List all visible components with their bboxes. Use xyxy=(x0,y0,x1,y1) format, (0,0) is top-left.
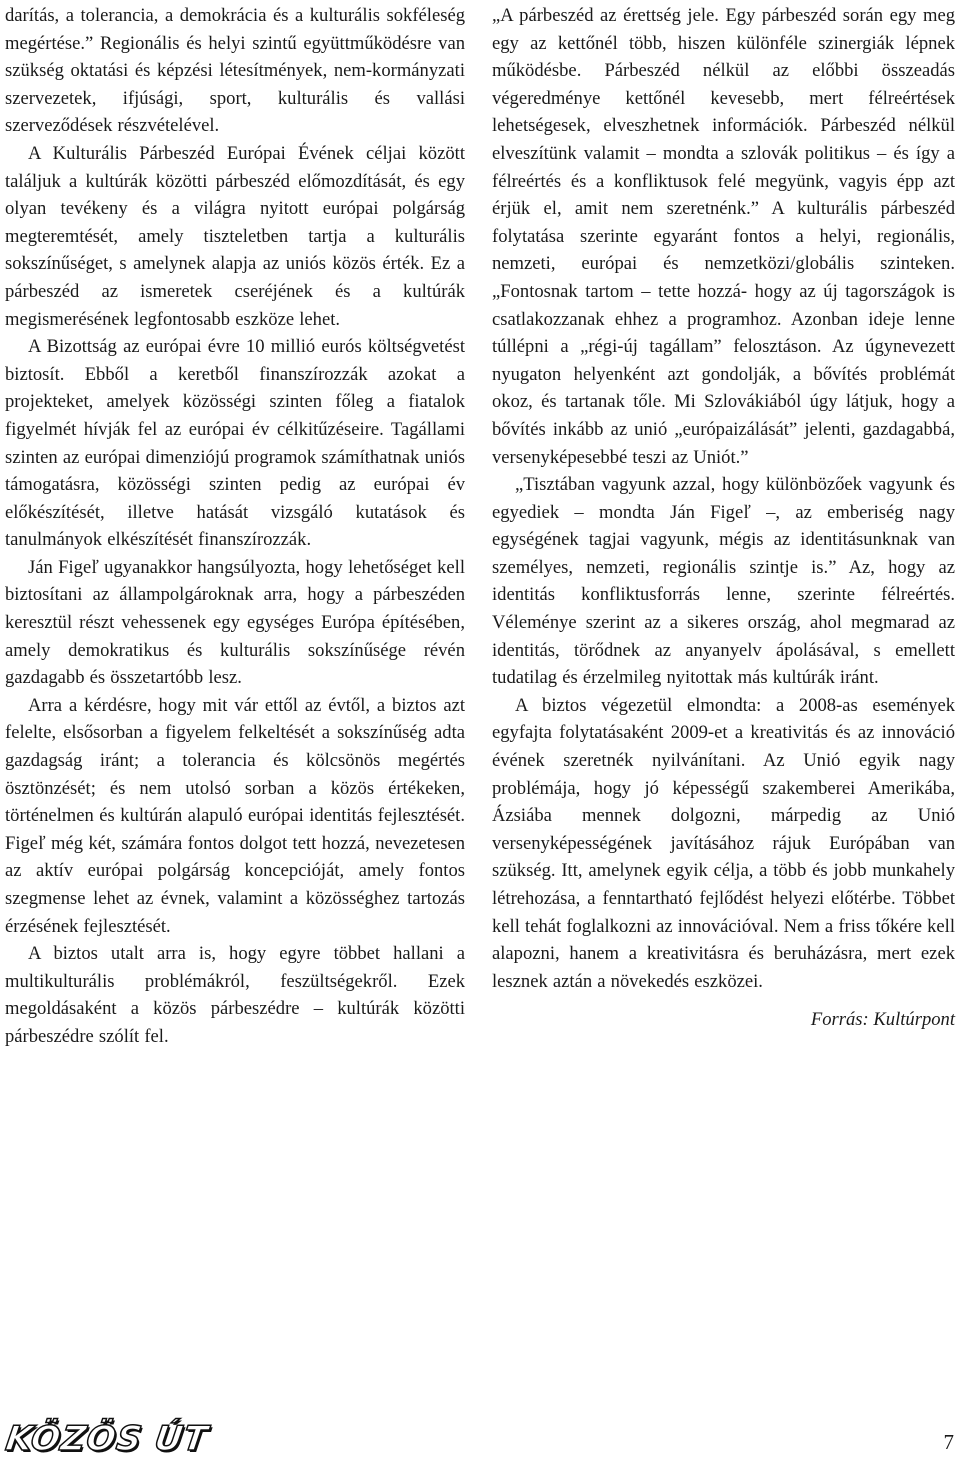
source-credit: Forrás: Kultúrpont xyxy=(810,1009,955,1031)
left-column xyxy=(5,2,465,1051)
paragraph: A Bizottság az európai évre 10 millió eurós költségvetést biztosít. Ebből a keretből finanszírozzák azokat a projekteket, amelyek közösségi szinten főleg a fiatalok figyelmét hívják fel az európai év célkitűzéseire. Tagállami szinten az európai dimenziójú programok számíthatnak uniós támogatásra, közösségi szinten pedig az európai év előkészítését, illetve hatását vizsgáló kutatások és tanulmányok elkészítését finanszírozzák. xyxy=(5,336,465,551)
paragraph: darítás, a tolerancia, a demokrácia és a kulturális sokféleség megértése.” Regionális és helyi szintű együttműködésre van szükség oktatási és képzési létesítmények, nem-kormányzati szervezetek, ifjúsági, sport, kulturális és vallási szerveződések részvételével. xyxy=(5,5,465,137)
paragraph: Ján Figeľ ugyanakkor hangsúlyozta, hogy lehetőséget kell biztosítani az állampolgároknak arra, hogy a párbeszéden keresztül részt vehessenek egy egységes Európa építésében, amely demokratikus és kulturális sokszínűsége révén gazdagabb és összetartóbb lesz. xyxy=(5,556,465,689)
paragraph: A Kulturális Párbeszéd Európai Évének céljai között találjuk a kultúrák közötti párbeszéd előmozdítását, és egy olyan tevékeny és a világra nyitott európai polgárság megteremtését, amely tiszteletben tartja a kulturális sokszínűséget, s amelynek alapja az uniós közös érték. Ez a párbeszéd az ismeretek cseréjének és a kultúrák megismerésének legfontosabb eszköze lehet. xyxy=(5,142,465,330)
right-column xyxy=(492,2,955,1034)
page-footer xyxy=(0,1411,960,1461)
paragraph: A biztos végezetül elmondta: a 2008-as események egyfajta folytatásaként 2009-et a kreativitás és az innováció évének szeretnék nyilvánítani. Az Unió egyik nagy problémája, hogy jó képességű szakemberei Amerikába, Ázsiába mennek dolgozni, márpedig az Unió versenyképességének javításához rájuk Európában van szükség. Itt, amelynek egyik célja, a több és jobb munkahely létrehozása, a fenntartható fejlődést helyezi előtérbe. Többet kell tehát foglalkozni az innovációval. Nem a friss tőkére kell alapozni, hanem a kreativitásra és beruházásra, mert ezek lesznek aztán a növekedés eszközei. xyxy=(492,694,955,992)
paragraph: Arra a kérdésre, hogy mit vár ettől az évtől, a biztos azt felelte, elsősorban a figyelem felkeltését a sokszínűség adta gazdagság iránt; a tolerancia és kölcsönös megértés ösztönzését; és nem utolsó sorban a közös értékeken, történelmen és kultúrán alapuló európai identitás fejlesztését. Figeľ még két, számára fontos dolgot tett hozzá, nevezetesen az aktív európai polgárság koncepcióját, amely fontos szegmense lehet az évnek, valamint a közösséghez tartozás érzésének fejlesztését. xyxy=(5,694,465,937)
publication-logo: KÖZÖS ÚT xyxy=(3,1419,211,1459)
paragraph: A biztos utalt arra is, hogy egyre többet hallani a multikulturális problémákról, feszültségekről. Ezek megoldásaként a közös párbeszédre – kultúrák közötti párbeszédre szólít fel. xyxy=(5,943,465,1047)
page-number: 7 xyxy=(943,1430,954,1454)
paragraph: „Tisztában vagyunk azzal, hogy különbözőek vagyunk és egyediek – mondta Ján Figeľ –, az emberiség nagy egységének tagjai vagyunk, mégis az identitásunknak van személyes, nemzeti, regionális szintje is.” Az, hogy az identitás konfliktusforrás lenne, szerinte félreértés. Véleménye szerint az a sikeres ország, ahol megmarad az identitás, törődnek az anyanyelv ápolásával, s emellett tudatilag és érzelmileg nyitottak más kultúrák iránt. xyxy=(492,474,955,689)
paragraph: „A párbeszéd az érettség jele. Egy párbeszéd során egy meg egy az kettőnél több, hiszen különféle szinergiák lépnek működésbe. Párbeszéd nélkül az előbbi összeadás végeredménye kettőnél kevesebb, mert félreértések lehetségesek, elveszhetnek információk. Párbeszéd nélkül elveszítünk valamit – mondta a szlovák politikus – és így a félreértés és a konfliktusok felé megyünk, vagyis épp azt érjük el, amit nem szeretnénk.” A kulturális párbeszéd folytatása szerinte egyaránt fontos a helyi, regionális, nemzeti, európai és nemzetközi/globális szinteken. „Fontosnak tartom – tette hozzá- hogy az új tagországok is csatlakozzanak ehhez a programhoz. Azonban ideje lenne túllépni a „régi-új tagállam” felosztáson. Az úgynevezett nyugaton helyenként azt gondolják, a bővítés problémát okoz, és tartanak tőle. Mi Szlovákiából úgy látjuk, hogy a bővítés inkább az unió „európaizálását” jelenti, gazdagabbá, versenyképesebbé teszi az Uniót.” xyxy=(492,5,955,468)
